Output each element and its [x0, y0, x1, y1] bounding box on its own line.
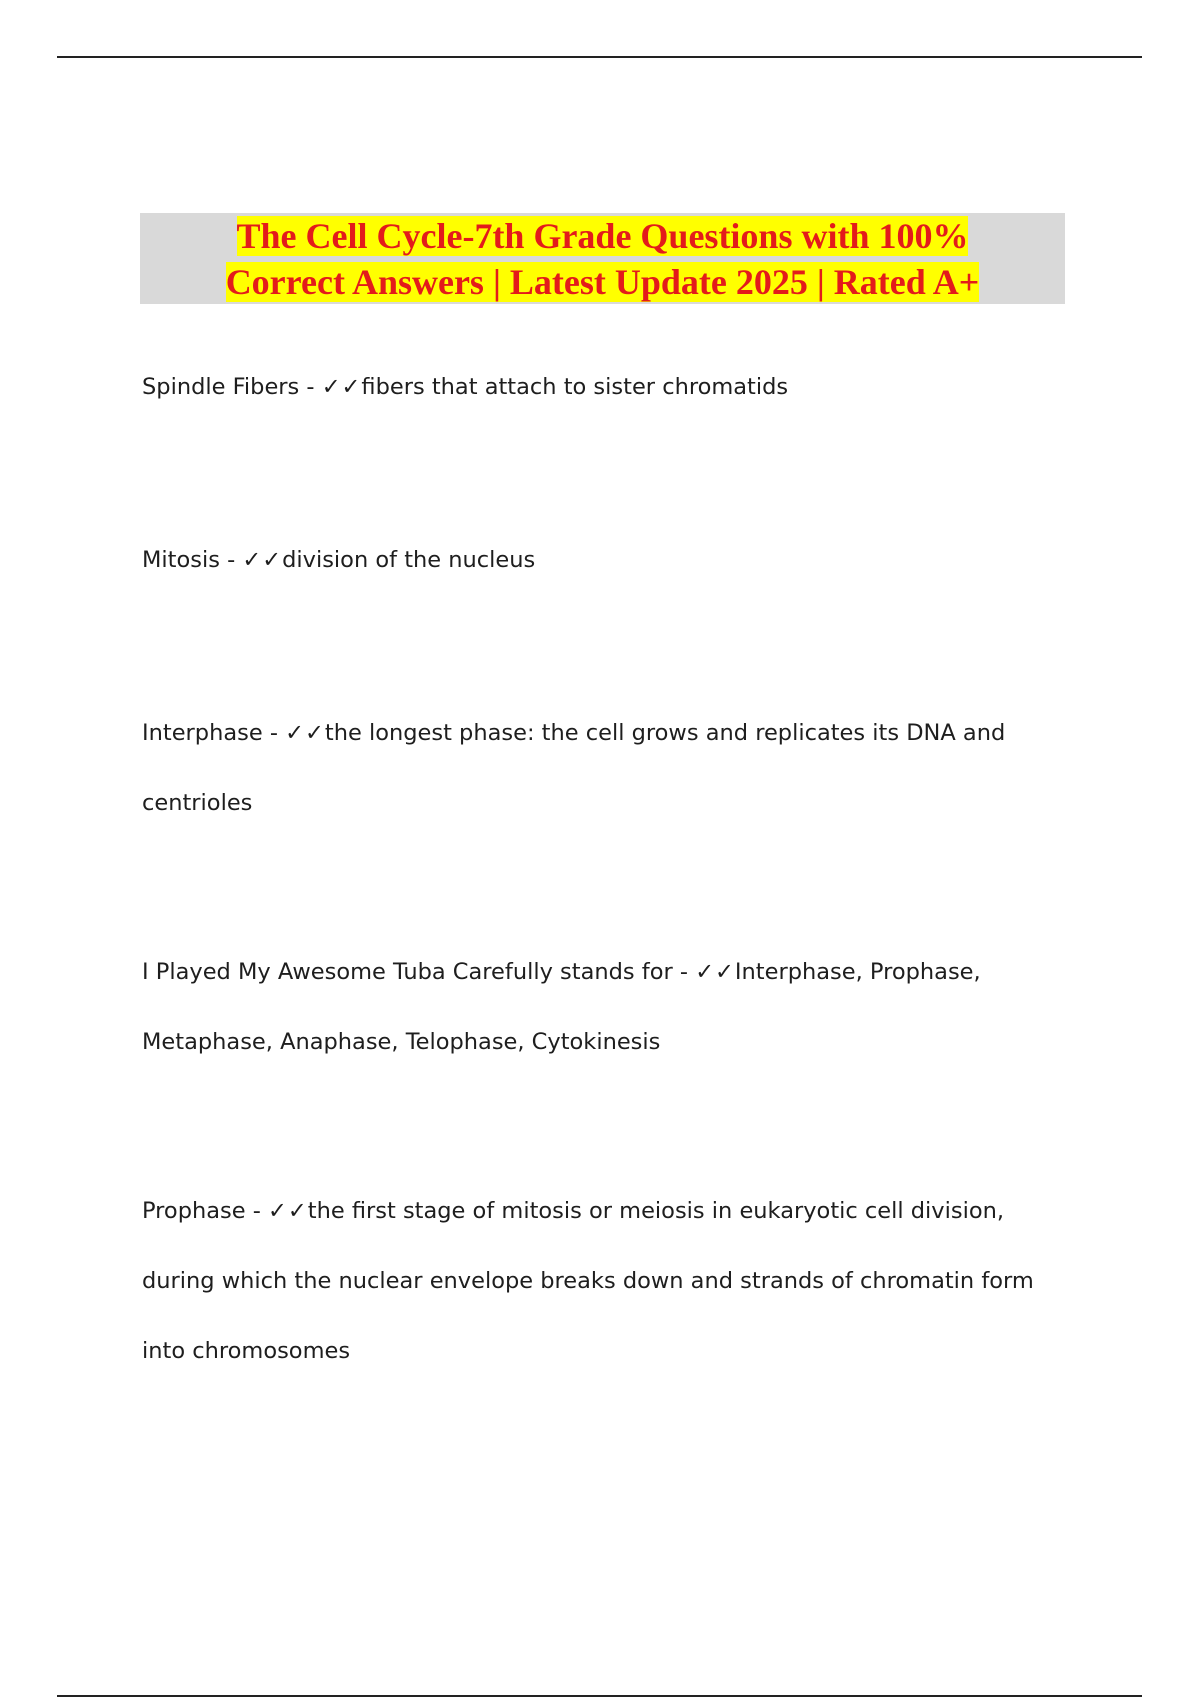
qa-definition: fibers that attach to sister chromatids	[361, 374, 789, 400]
qa-entry	[142, 525, 1062, 595]
double-check-icon: ✓✓	[242, 547, 283, 573]
qa-entry	[142, 937, 1062, 1077]
footer-rule	[57, 1695, 1142, 1697]
qa-term: Interphase	[142, 720, 263, 746]
qa-entry	[142, 698, 1062, 838]
qa-definition: the longest phase: the cell grows and replicates its DNA and centrioles	[142, 720, 1006, 816]
qa-separator: -	[672, 959, 696, 985]
qa-term: Spindle Fibers	[142, 374, 300, 400]
qa-definition: Interphase, Prophase, Metaphase, Anaphase, Telophase, Cytokinesis	[142, 959, 981, 1055]
document-title	[173, 213, 1033, 305]
header-rule	[57, 56, 1142, 58]
double-check-icon: ✓✓	[268, 1198, 308, 1224]
qa-separator: -	[262, 720, 286, 746]
title-line-2: Correct Answers | Latest Update 2025 | Rated A+	[225, 261, 980, 302]
qa-separator: -	[245, 1198, 269, 1224]
qa-separator: -	[219, 547, 243, 573]
qa-definition: division of the nucleus	[282, 547, 536, 573]
qa-entry	[142, 352, 1062, 422]
double-check-icon: ✓✓	[285, 720, 325, 746]
qa-separator: -	[299, 374, 322, 400]
title-band	[140, 213, 1065, 304]
qa-entry	[142, 1176, 1062, 1386]
qa-term: Prophase	[142, 1198, 246, 1224]
title-line-1: The Cell Cycle-7th Grade Questions with 100%	[236, 215, 969, 256]
qa-definition: the first stage of mitosis or meiosis in eukaryotic cell division, during which the nuclear envelope breaks down and strands of chromatin form into chromosomes	[142, 1198, 1034, 1364]
double-check-icon: ✓✓	[321, 374, 362, 400]
qa-term: Mitosis	[142, 547, 220, 573]
double-check-icon: ✓✓	[695, 959, 735, 985]
qa-term: I Played My Awesome Tuba Carefully stands for	[142, 959, 673, 985]
